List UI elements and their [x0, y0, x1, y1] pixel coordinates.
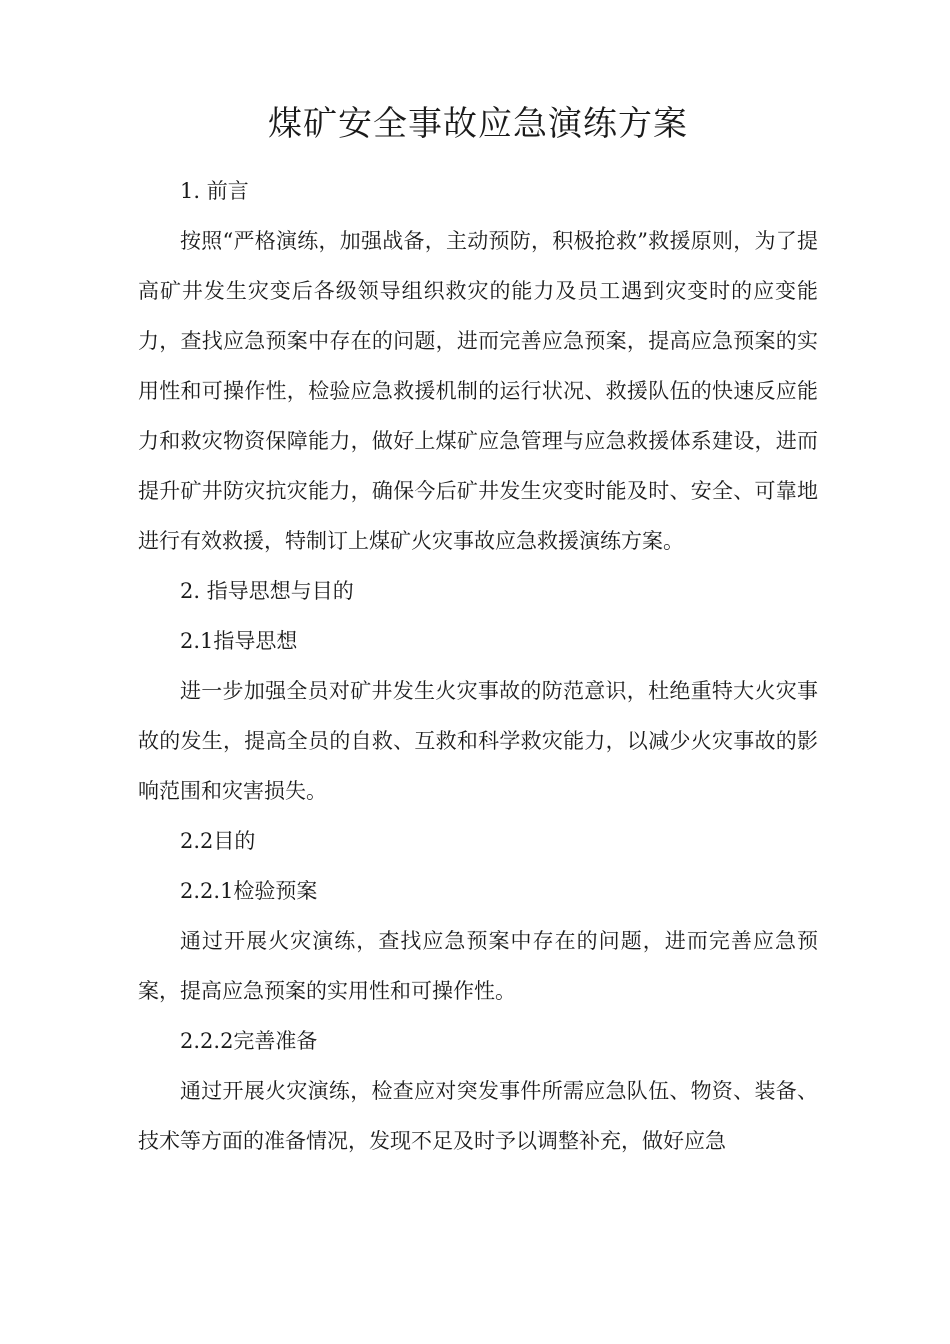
- section-heading-preface: 1. 前言: [180, 179, 249, 203]
- document-title: 煤矿安全事故应急演练方案: [268, 104, 688, 144]
- subsection-heading-improve-preparation: 2.2.2完善准备: [180, 1029, 318, 1053]
- subsection-heading-guiding-ideology: 2.1指导思想: [180, 629, 298, 653]
- paragraph-improve-preparation: 通过开展火灾演练，检查应对突发事件所需应急队伍、物资、装备、技术等方面的准备情况，发现不足及时予以调整补充，做好应急: [138, 1079, 818, 1153]
- paragraph-preface: 按照“严格演练，加强战备，主动预防，积极抢救”救援原则，为了提高矿井发生灾变后各级领导组织救灾的能力及员工遇到灾变时的应变能力，查找应急预案中存在的问题，进而完善应急预案，提高应急预案的实用性和可操作性，检验应急救援机制的运行状况、救援队伍的快速反应能力和救灾物资保障能力，做好上煤矿应急管理与应急救援体系建设，进而提升矿井防灾抗灾能力，确保今后矿井发生灾变时能及时、安全、可靠地进行有效救援，特制订上煤矿火灾事故应急救援演练方案。: [138, 229, 818, 553]
- paragraph-test-plan: 通过开展火灾演练，查找应急预案中存在的问题，进而完善应急预案，提高应急预案的实用性和可操作性。: [138, 929, 818, 1003]
- subsection-heading-test-plan: 2.2.1检验预案: [180, 879, 318, 903]
- paragraph-guiding-ideology: 进一步加强全员对矿井发生火灾事故的防范意识，杜绝重特大火灾事故的发生，提高全员的自救、互救和科学救灾能力，以减少火灾事故的影响范围和灾害损失。: [138, 679, 818, 803]
- section-heading-guiding-ideology-and-purpose: 2. 指导思想与目的: [180, 579, 354, 603]
- subsection-heading-purpose: 2.2目的: [180, 829, 256, 853]
